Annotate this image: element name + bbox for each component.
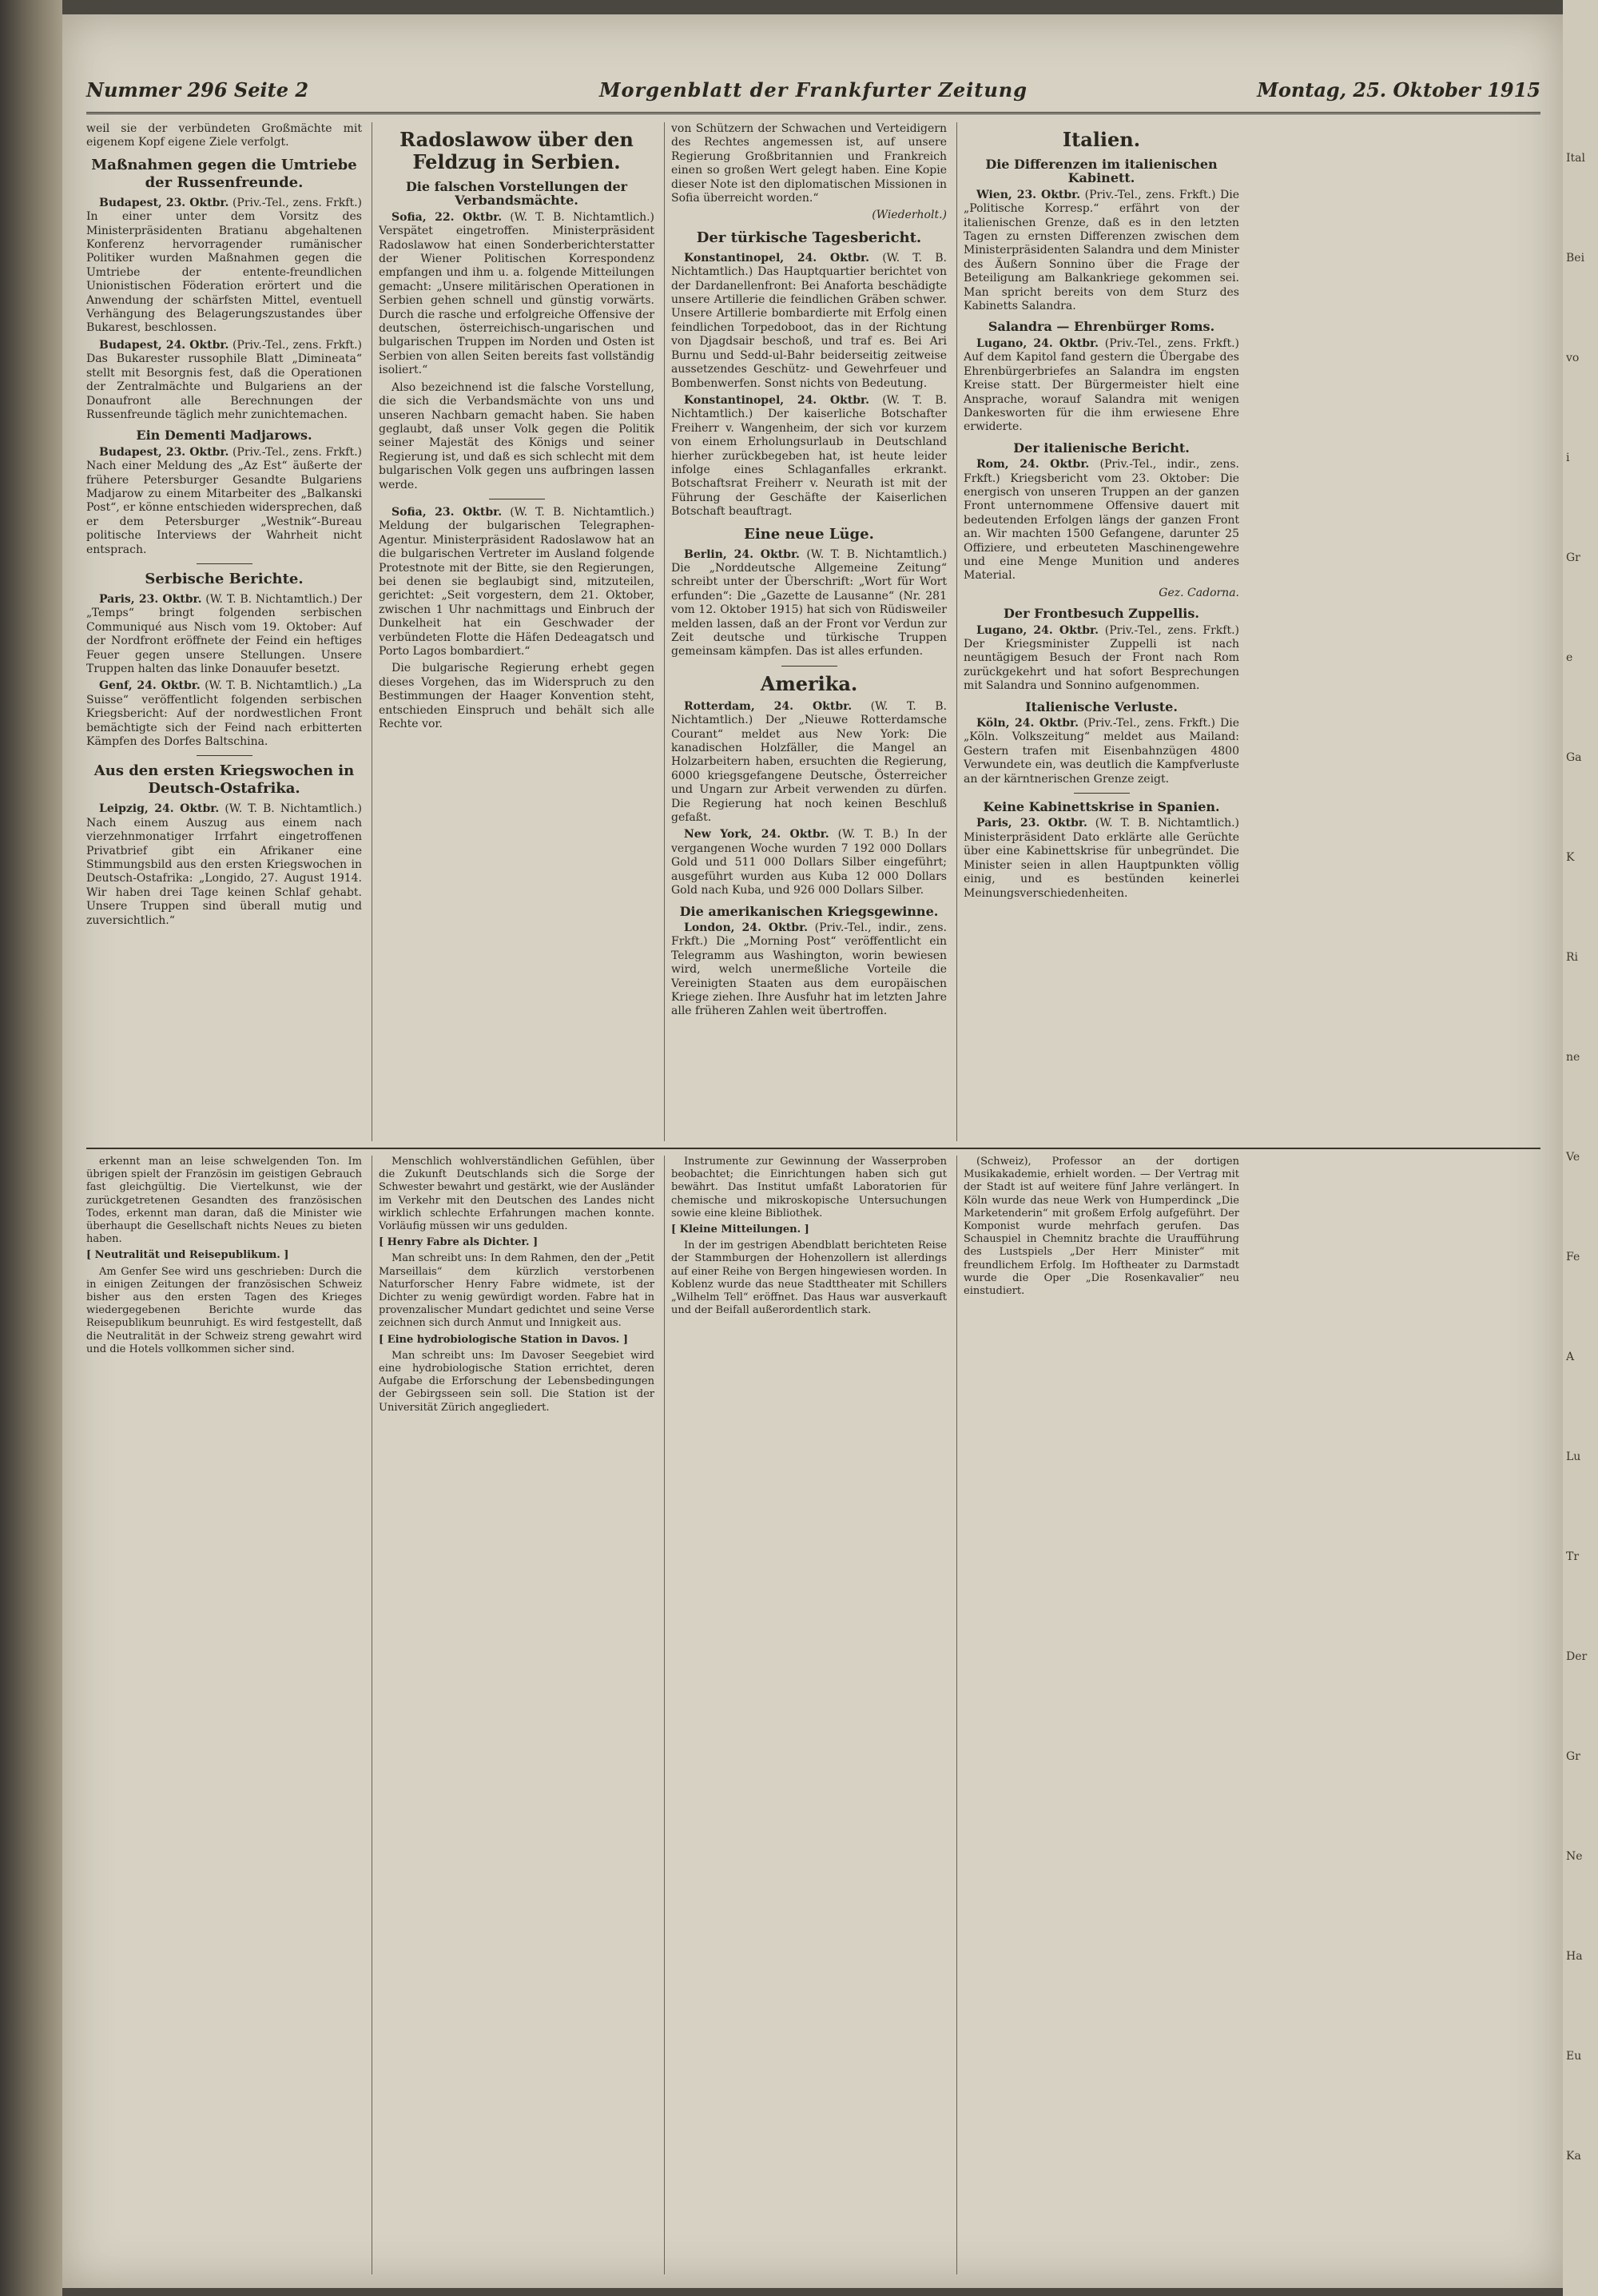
lead-text: weil sie der verbündeten Großmächte mit eigenem Kopf eigene Ziele verfolgt. [86, 122, 362, 149]
headline-neue-luege: Eine neue Lüge. [744, 525, 874, 543]
feuilleton-paragraph: Man schreibt uns: Im Davoser Seegebiet wird eine hydrobiologische Station errichtet, deren Aufgabe die Erforschung der Lebensbedingungen der Gebirgsseen sein soll. Die Station ist der Universität Zürich angegliedert. [379, 1349, 654, 1414]
article-paragraph: Lugano, 24. Oktbr. (Priv.-Tel., zens. Frkft.) Der Kriegsminister Zuppelli ist nach neuntägigem Besuch der Front nach Rom zurückgekehrt und hat sofort Besprechungen mit Salandra und Sonnino aufgenommen. [964, 623, 1239, 693]
article-paragraph: Sofia, 22. Oktbr. (W. T. B. Nichtamtlich.) Verspätet eingetroffen. Ministerpräsident Radoslawow hat einen Sonderberichterstatter der Wiener Politischen Korrespondenz empfangen und ihm u. a. folgende Mitteilungen gemacht: „Unsere militärischen Operationen in Serbien gehen schnell und günstig vorwärts. Durch die rasche und erfolgreiche Offensive der deutschen, österreichisch-ungarischen und bulgarischen Truppen im Norden und Osten ist Serbien von allen Seiten bereits fast vollständig isoliert.“ [379, 210, 654, 377]
article-paragraph: Köln, 24. Oktbr. (Priv.-Tel., zens. Frkft.) Die „Köln. Volkszeitung“ meldet aus Mailand: Gestern trafen mit Eisenbahnzügen 4800 Verwundete ein, was deutlich die Kampfverluste an der kärntnerischen Grenze zeigt. [964, 717, 1240, 786]
headline-italienischer-bericht: Der italienische Bericht. [1013, 440, 1190, 456]
subheadline-vorstellungen: Die falschen Vorstellungen der Verbandsmächte. [405, 179, 628, 209]
article-paragraph: Genf, 24. Oktbr. (W. T. B. Nichtamtlich.) „La Suisse“ veröffentlicht folgenden serbischen Kriegsbericht: Auf der nordwestlichen Front bemächtigte sich der Feind nach erbitterten Kämpfen des Dorfes Baltschina. [86, 679, 362, 749]
feuilleton-column-2 [379, 1156, 654, 2274]
headline-spanien: Keine Kabinettskrise in Spanien. [983, 799, 1220, 815]
newspaper-page [62, 14, 1563, 2288]
edge-text-fragment: Gr [1566, 551, 1580, 564]
edge-text-fragment: i [1566, 452, 1570, 464]
article-paragraph: Die bulgarische Regierung erhebt gegen dieses Vorgehen, das im Widerspruch zu den Bestimmungen der Haager Konvention steht, entschieden Einspruch und behält sich alle Rechte vor. [379, 662, 654, 731]
headline-tuerkischer-bericht: Der türkische Tagesbericht. [696, 229, 922, 246]
note-repeat: (Wiederholt.) [872, 209, 947, 222]
edge-text-fragment: Gr [1566, 1750, 1580, 1763]
feuilleton-column-4 [964, 1156, 1239, 2274]
divider [197, 563, 252, 564]
headline-serbische-berichte: Serbische Berichte. [145, 570, 304, 587]
edge-text-fragment: Lu [1566, 1450, 1581, 1463]
edge-text-fragment: Eu [1566, 2050, 1582, 2063]
article-paragraph: Konstantinopel, 24. Oktbr. (W. T. B. Nichtamtlich.) Das Hauptquartier berichtet von der Dardanellenfront: Bei Anaforta beschädigte unsere Artillerie die feindlichen Gräben schwer. Unsere Artillerie bombardierte mit Erfolg einen feindlichen Torpedoboot, das in der Richtung von Djagdsair beschoß, und traf es. Bei Ari Burnu und Sedd-ul-Bahr beiderseitig zeitweise aussetzendes Geschütz- und Gewehrfeuer und Bombenwerfen. Sonst nichts von Bedeutung. [671, 251, 947, 390]
feuilleton-heading: [ Kleine Mitteilungen. ] [671, 1224, 809, 1236]
article-paragraph: New York, 24. Oktbr. (W. T. B.) In der vergangenen Woche wurden 7 192 000 Dollars Gold und 511 000 Dollars Silber eingeführt; ausgeführt wurden aus Kuba 12 000 Dollars Gold nach Kuba, und 926 000 Dollars Silber. [671, 828, 947, 897]
feuilleton-paragraph: Menschlich wohlverständlichen Gefühlen, über die Zukunft Deutschlands sich die Sorge der Schwester bewahrt und gestärkt, wie der Ausländer im Verkehr mit den Deutschen des Landes nicht wirklich schlechte Erfahrungen machen konnte. Vorläufig müssen wir uns gedulden. [379, 1156, 654, 1233]
column-rule [664, 122, 665, 1141]
column-rule [956, 1156, 957, 2274]
divider [1074, 793, 1130, 794]
newspaper-title: Morgenblatt der Frankfurter Zeitung [598, 78, 1028, 101]
headline-verluste: Italienische Verluste. [1025, 698, 1178, 714]
masthead [86, 72, 1540, 114]
feuilleton-column-1 [86, 1156, 362, 2274]
column-3 [671, 122, 947, 1141]
edge-text-fragment: Der [1566, 1650, 1588, 1663]
edge-text-fragment: Ne [1566, 1850, 1583, 1863]
feuilleton-paragraph: Man schreibt uns: In dem Rahmen, den der „Petit Marseillais“ dem kürzlich verstorbenen Naturforscher Henry Fabre widmete, ist der Dichter zu wenig gewürdigt worden. Fabre hat in provenzalischer Mundart gedichtet und seine Verse zeichnen sich durch Anmut und Innigkeit aus. [379, 1252, 654, 1330]
headline-salandra: Salandra — Ehrenbürger Roms. [988, 319, 1215, 335]
article-paragraph: Sofia, 23. Oktbr. (W. T. B. Nichtamtlich.) Meldung der bulgarischen Telegraphen-Agentur. Ministerpräsident Radoslawow hat an die bulgarischen Vertreter im Ausland folgende Protestnote mit der Bitte, sie den Regierungen, bei denen sie beglaubigt sind, mitzuteilen, gerichtet: „Seit vorgestern, dem 21. Oktober, zwischen 1 Uhr nachmittags und Einbruch der Dunkelheit hat ein Geschwader der verbündeten Flotte die Häfen Dedeagatsch und Porto Lagos bombardiert.“ [379, 505, 654, 658]
edge-text-fragment: Ri [1566, 951, 1579, 964]
edge-text-fragment: Ka [1566, 2150, 1581, 2163]
column-rule [664, 1156, 665, 2274]
column-4 [964, 122, 1539, 1141]
adjacent-page-edge [1563, 0, 1598, 2296]
headline-dementi: Ein Dementi Madjarows. [136, 428, 312, 444]
feuilleton-paragraph: (Schweiz), Professor an der dortigen Musikakademie, erhielt worden. — Der Vertrag mit der Stadt ist auf weitere fünf Jahre verlängert. In Köln wurde das neue Werk von Humperdinck „Die Marketenderin“ mit großem Erfolg aufgeführt. Der Komponist wurde mehrfach gerufen. Das Schauspiel in Chemnitz brachte die Uraufführung des Lustspiels „Der Herr Minister“ mit freundlichem Erfolg. Im Hoftheater zu Darmstadt wurde die Oper „Die Rosenkavalier“ neu einstudiert. [964, 1156, 1239, 1298]
feuilleton-paragraph: Instrumente zur Gewinnung der Wasserproben beobachtet; die Einrichtungen haben sich gut bewährt. Das Institut umfaßt Laboratorien für chemische und mikroskopische Untersuchungen sowie eine kleine Bibliothek. [671, 1156, 947, 1220]
edge-text-fragment: e [1566, 651, 1573, 664]
headline-kriegsgewinne: Die amerikanischen Kriegsgewinne. [679, 903, 939, 919]
feuilleton-paragraph: Am Genfer See wird uns geschrieben: Durch die in einigen Zeitungen der französischen Schweiz bisher aus den ersten Tagen des Krieges wiedergegebenen Berichte wurde das Reisepublikum beunruhigt. Es wird festgestellt, daß die Neutralität in der Schweiz streng gewahrt wird und die Hotels vollkommen sicher sind. [86, 1265, 362, 1355]
article-paragraph: Konstantinopel, 24. Oktbr. (W. T. B. Nichtamtlich.) Der kaiserliche Botschafter Freiherr v. Wangenheim, der sich vor kurzem von einem Erholungsurlaub in Deutschland hierher zurückbegeben hat, ist heute leider infolge eines Schlaganfalles erkrankt. Botschaftsrat Freiherr v. Neurath ist mit der Führung der Geschäfte der Kaiserlichen Botschaft beauftragt. [671, 393, 947, 519]
feuilleton-heading: [ Neutralität und Reisepublikum. ] [86, 1249, 289, 1262]
article-paragraph: London, 24. Oktbr. (Priv.-Tel., indir., zens. Frkft.) Die „Morning Post“ veröffentlicht ein Telegramm aus Washington, worin bewiesen wird, welch unermeßliche Vorteile die Vereinigten Staaten aus dem europäischen Kriege ziehen. Ihre Ausfuhr hat im letzten Jahre alle früheren Zahlen weit übertroffen. [671, 921, 947, 1018]
headline-frontbesuch: Der Frontbesuch Zuppellis. [1004, 606, 1199, 622]
edge-text-fragment: Fe [1566, 1251, 1580, 1263]
edge-text-fragment: Ga [1566, 751, 1582, 764]
feuilleton-rule [86, 1148, 1540, 1149]
article-paragraph: Paris, 23. Oktbr. (W. T. B. Nichtamtlich.) Ministerpräsident Dato erklärte alle Gerüchte über eine Kabinettskrise für unbegründet. Die Minister seien in allen Hauptpunkten völlig einig, und es bestünden keinerlei Meinungsverschiedenheiten. [964, 817, 1239, 900]
article-paragraph: Rotterdam, 24. Oktbr. (W. T. B. Nichtamtlich.) Der „Nieuwe Rotterdamsche Courant“ meldet aus New York: Die kanadischen Holzfäller, die Mangel an Holzarbeitern haben, ersuchten die Regierung, 6000 kriegsgefangene Deutsche, Österreicher und Ungarn zur Arbeit verwenden zu dürfen. Die Regierung hat noch keinen Beschluß gefaßt. [671, 699, 947, 825]
issue-date: Montag, 25. Oktober 1915 [1257, 78, 1540, 101]
article-paragraph: Also bezeichnend ist die falsche Vorstellung, die sich die Verbandsmächte von uns und unseren Nachbarn gemacht haben. Sie haben geglaubt, daß unser Volk gegen die Politik seiner Majestät des Königs und seiner Regierung ist, und daß es sich schlecht mit dem bulgarischen Volk gegen uns aufbringen lassen werde. [379, 380, 654, 491]
edge-text-fragment: Ha [1566, 1950, 1583, 1963]
feuilleton-heading: [ Henry Fabre als Dichter. ] [379, 1236, 539, 1249]
divider [197, 755, 252, 756]
feuilleton-column-3 [671, 1156, 947, 2274]
article-paragraph: Wien, 23. Oktbr. (Priv.-Tel., zens. Frkft.) Die „Politische Korresp.“ erfährt von der italienischen Grenze, daß es in den letzten Tagen zu ernsten Differenzen zwischen dem Ministerpräsidenten Salandra und dem Minister des Äußern Sonnino über die Frage der Beteiligung am Balkankriege gekommen sei. Man spricht bereits von dem Sturz des Kabinetts Salandra. [964, 188, 1240, 313]
article-paragraph: Lugano, 24. Oktbr. (Priv.-Tel., zens. Frkft.) Auf dem Kapitol fand gestern die Übergabe des Ehrenbürgerbriefes an Salandra im engsten Kreise statt. Der Bürgermeister hielt eine Ansprache, worauf Salandra mit wenigen Dankesworten für die ihm erwiesene Ehre erwiderte. [964, 336, 1239, 434]
headline-ostafrika: Aus den ersten Kriegswochen in Deutsch-Ostafrika. [93, 762, 355, 798]
edge-text-fragment: A [1566, 1351, 1575, 1363]
article-paragraph: Berlin, 24. Oktbr. (W. T. B. Nichtamtlich.) Die „Norddeutsche Allgemeine Zeitung“ schreibt unter der Überschrift: „Wort für Wort erfunden“: Die „Gazette de Lausanne“ (Nr. 281 vom 12. Oktober 1915) hat sich von Rüdisweiler melden lassen, daß an der Front vor Verdun zur Zeit deutsche und türkische Truppen gemeinsam kämpfen. Das ist alles erfunden. [671, 547, 947, 659]
edge-text-fragment: Tr [1566, 1550, 1580, 1563]
edge-text-fragment: Ve [1566, 1151, 1580, 1164]
article-paragraph: Budapest, 23. Oktbr. (Priv.-Tel., zens. Frkft.) In einer unter dem Vorsitz des Ministerpräsidenten Bratianu abgehaltenen Konferenz hervorragender rumänischer Politiker wurden Maßnahmen gegen die Umtriebe der entente-freundlichen Unionistischen Föderation erörtert und die Anwendung der schärfsten Mittel, eventuell Verhängung des Belagerungszustandes über Bukarest, beschlossen. [86, 196, 362, 335]
headline-amerika: Amerika. [760, 671, 858, 695]
column-2 [379, 122, 654, 1141]
headline-russenfreunde: Maßnahmen gegen die Umtriebe der Russenfreunde. [91, 156, 357, 191]
edge-text-fragment: vo [1566, 352, 1580, 364]
edge-text-fragment: Ital [1566, 152, 1585, 165]
feuilleton-paragraph: erkennt man an leise schwelgenden Ton. Im übrigen spielt der Französin im geistigen Gebrauch fast gleichgültig. Die Viertelkunst, wie der zurückgetretenen Gesandten des französischen Todes, erkennt man daran, daß die Minister wie überhaupt die Gesellschaft nichts Neues zu bieten haben. [86, 1156, 362, 1246]
column-1 [86, 122, 362, 1141]
headline-radoslawow: Radoslawow über den Feldzug in Serbien. [400, 128, 634, 173]
book-spine [0, 0, 62, 2296]
headline-italien: Italien. [1062, 128, 1141, 151]
divider [781, 666, 837, 667]
signature-cadorna: Gez. Cadorna. [1159, 586, 1239, 599]
subheadline-differenzen: Die Differenzen im italienischen Kabinett. [985, 157, 1218, 186]
feuilleton-heading: [ Eine hydrobiologische Station in Davos. ] [379, 1333, 628, 1346]
article-paragraph: von Schützern der Schwachen und Verteidigern des Rechtes angemessen ist, auf unsere Regierung Großbritannien und Frankreich einen so großen Wert gelegt haben. Eine Kopie dieser Note ist den diplomatischen Missionen in Sofia überreicht worden.“ [671, 122, 947, 205]
article-paragraph: Budapest, 24. Oktbr. (Priv.-Tel., zens. Frkft.) Das Bukarester russophile Blatt „Dimineata“ stellt mit Besorgnis fest, daß die Operationen der Zentralmächte und Bulgariens an der Donaufront alle Berechnungen der Russenfreunde täglich mehr zunichtemachen. [86, 338, 362, 421]
article-paragraph: Budapest, 23. Oktbr. (Priv.-Tel., zens. Frkft.) Nach einer Meldung des „Az Est“ äußerte der frühere Petersburger Gesandte Bulgariens Madjarow zu einem Mitarbeiter des „Balkanski Post“, er könne entschieden widersprechen, daß er dem Petersburger „Westnik“-Bureau politische Interviews der Wahrheit nicht entsprach. [86, 445, 362, 556]
issue-number: Nummer 296 Seite 2 [86, 78, 309, 101]
edge-text-fragment: Bei [1566, 252, 1585, 265]
feuilleton-paragraph: In der im gestrigen Abendblatt berichteten Reise der Stammburgen der Hohenzollern ist allerdings auf einer Reihe von Bergen hingewiesen worden. In Koblenz wurde das neue Stadttheater mit Schillers „Wilhelm Tell“ eröffnet. Das Haus war ausverkauft und der Beifall außerordentlich stark. [671, 1240, 947, 1317]
article-paragraph: Rom, 24. Oktbr. (Priv.-Tel., indir., zens. Frkft.) Kriegsbericht vom 23. Oktober: Die energisch von unseren Truppen an der ganzen Front unternommene Offensive dauert mit bedeutenden Erfolgen längs der ganzen Front an. Wir machten 1500 Gefangene, darunter 25 Offiziere, und erbeuteten Maschinengewehre und eine Menge Munition und anderes Material. [964, 458, 1239, 583]
edge-text-fragment: ne [1566, 1051, 1580, 1064]
article-paragraph: Paris, 23. Oktbr. (W. T. B. Nichtamtlich.) Der „Temps“ bringt folgenden serbischen Communiqué aus Nisch vom 19. Oktober: Auf der Nordfront eröffnete der Feind ein heftiges Feuer gegen unsere Stellungen. Unsere Truppen halten das linke Donauufer besetzt. [86, 592, 362, 675]
edge-text-fragment: K [1566, 851, 1575, 864]
column-rule [956, 122, 957, 1141]
article-paragraph: Leipzig, 24. Oktbr. (W. T. B. Nichtamtlich.) Nach einem Auszug aus einem nach vierzehnmonatiger Irrfahrt eingetroffenen Privatbrief gibt ein Afrikaner eine Stimmungsbild aus den ersten Kriegswochen in Deutsch-Ostafrika: „Longido, 27. August 1914. Wir haben drei Tage keinen Schlaf gehabt. Unsere Truppen sind überall mutig und zuversichtlich.“ [86, 802, 362, 927]
